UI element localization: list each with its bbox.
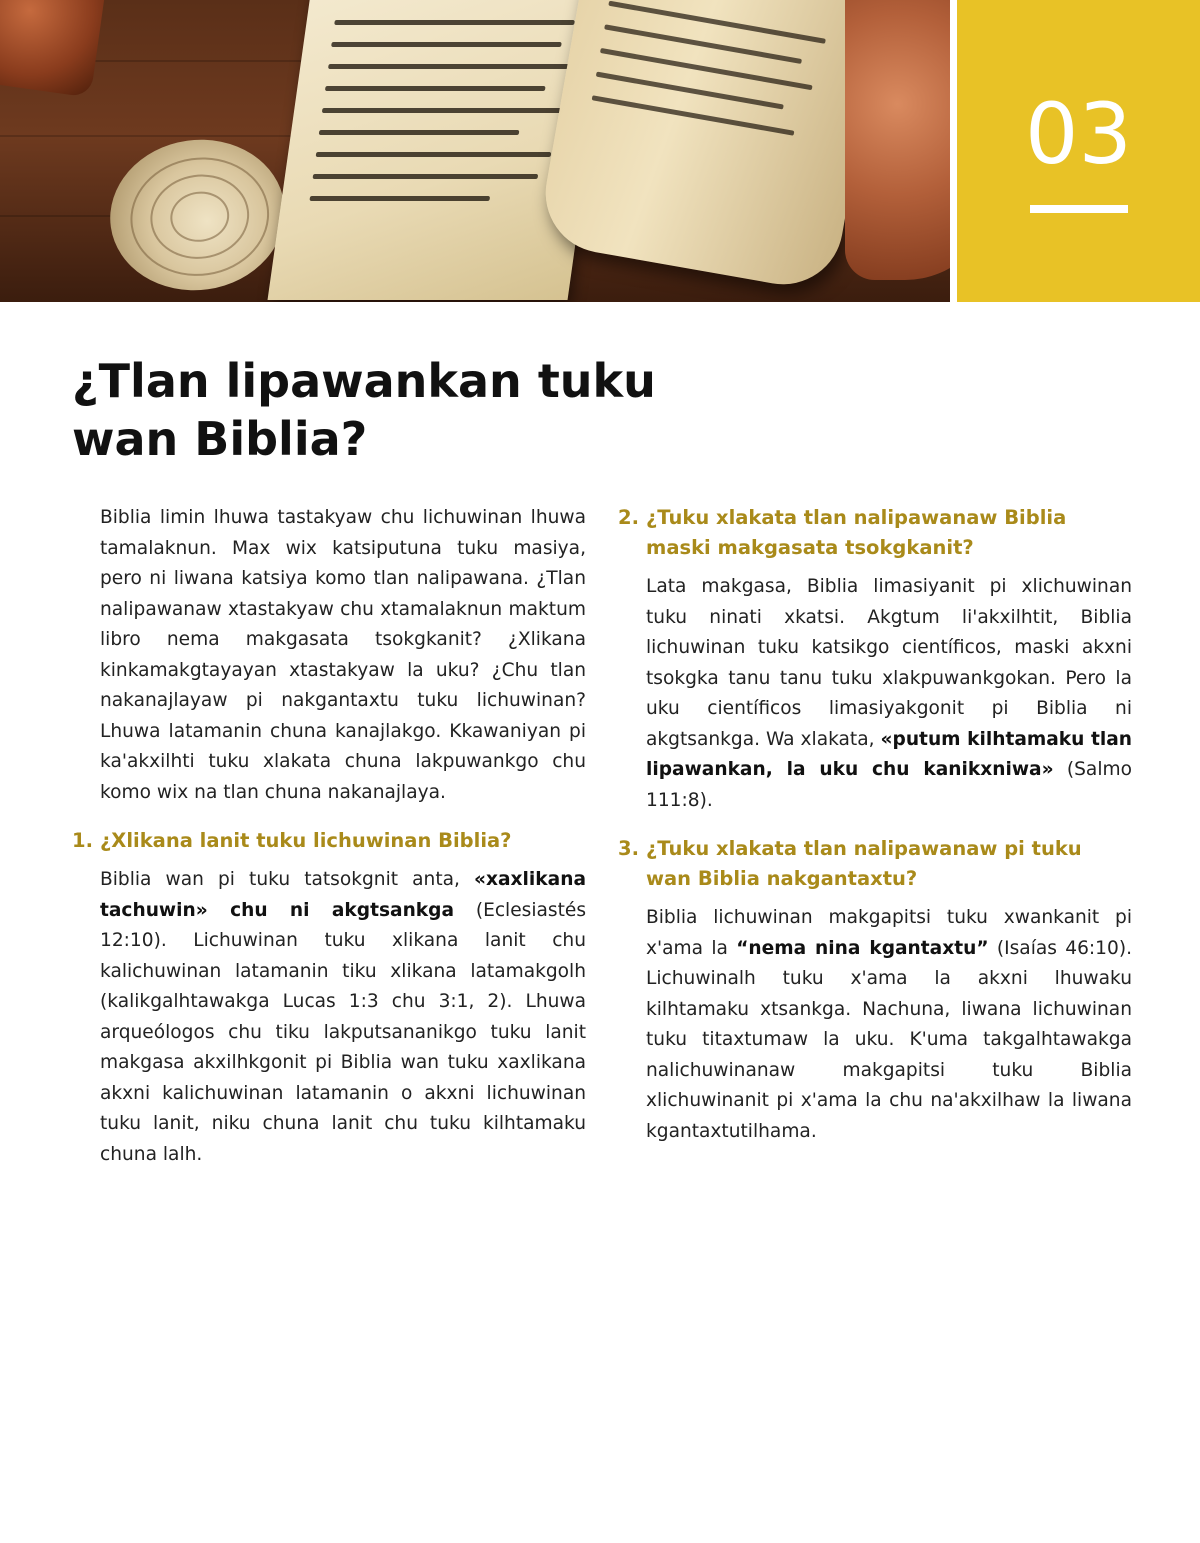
intro-paragraph: Biblia limin lhuwa tastakyaw chu lichuwinan lhuwa tamalaknun. Max wix katsiputuna tuku masiya, pero ni liwana katsiya komo tlan nalipawana. ¿Tlan nalipawanaw xtastakyaw chu xtamalaknun maktum libro nema makgasata tsokgkanit? ¿Xlikana kinkamakgtayayan xtastakyaw la uku? ¿Chu tlan nakanajlayaw pi nakgantaxtu tuku lichuwinan? Lhuwa latamanin chuna kanajlakgo. Kkawaniyan pi ka'akxilhti tuku xlakata chuna lakpuwankgo chu komo wix na tlan chuna nakanajlaya. — [100, 507, 586, 803]
question-1 — [72, 826, 586, 856]
answer-2 — [646, 572, 1132, 816]
column-left — [72, 503, 586, 1170]
answer-3-text-a: Biblia lichuwinan makgapitsi tuku xwankanit pi x'ama la — [646, 907, 1132, 959]
chapter-badge — [957, 0, 1200, 302]
question-2-text: ¿Tuku xlakata tlan nalipawanaw Biblia maski makgasata tsokgkanit? — [646, 506, 1067, 559]
answer-3 — [646, 903, 1132, 1147]
page-title-line-1: ¿Tlan lipawankan tuku — [72, 354, 656, 408]
parchment-scroll-right — [536, 0, 884, 294]
answer-3-quote: “nema nina kgantaxtu” — [736, 937, 989, 959]
column-right — [618, 503, 1132, 1147]
page-title-line-2: wan Biblia? — [72, 412, 368, 466]
answer-1 — [100, 865, 586, 1170]
question-1-text: ¿Xlikana lanit tuku lichuwinan Biblia? — [100, 829, 512, 852]
question-2 — [618, 503, 1132, 563]
chapter-number: 03 — [1025, 85, 1132, 183]
rolled-scroll-left — [100, 129, 294, 302]
chapter-underline — [1030, 205, 1128, 213]
clay-pot-right — [845, 0, 950, 280]
clay-pot-left — [0, 0, 108, 98]
question-3-text: ¿Tuku xlakata tlan nalipawanaw pi tuku wan Biblia nakgantaxtu? — [646, 837, 1082, 890]
answer-1-text-b: (Eclesiastés 12:10). Lichuwinan tuku xlikana lanit chu kalichuwinan latamanin tiku xlikana latamakgolh (kalikgalhtawakga Lucas 1:3 chu 3:1, 2). Lhuwa arqueólogos chu tiku lakputsananikgo tuku lanit makgasa akxilhkgonit pi Biblia wan tuku xaxlikana akxni kalichuwinan latamanin o akxni lichuwinan tuku lanit, niku chuna lanit chu tuku kilhtamaku chuna lalh. — [100, 899, 587, 1165]
answer-3-text-b: (Isaías 46:10). Lichuwinalh tuku x'ama la akxni lhuwaku kilhtamaku xtsankga. Nachuna, liwana lichuwinan tuku titaxtumaw la uku. K'uma takgalhtawakga nalichuwinanaw makgapitsi tuku Biblia xlichuwinanit pi x'ama la chu na'akxilhaw la liwana kgantaxtutilhama. — [646, 937, 1132, 1142]
answer-2-text-b: (Salmo 111:8). — [646, 759, 1132, 811]
answer-2-text-a: Lata makgasa, Biblia limasiyanit pi xlichuwinan tuku ninati xkatsi. Akgtum li'akxilhtit, Biblia lichuwinan tuku katsikgo científicos, maski akxni tsokgka tanu tanu tuku xlakpuwankgokan. Pero la uku científicos limasiyakgonit pi Biblia ni akgtsankga. Wa xlakata, — [646, 576, 1132, 750]
question-3-number: 3. — [618, 837, 639, 860]
answer-1-text-a: Biblia wan pi tuku tatsokgnit anta, — [100, 869, 474, 890]
page-title — [72, 352, 772, 468]
question-3 — [618, 834, 1132, 894]
answer-2-quote: «putum kilhtamaku tlan lipawankan, la uku chu kanikxniwa» — [646, 728, 1132, 780]
question-1-number: 1. — [72, 829, 93, 852]
header-photo-scrolls — [0, 0, 950, 302]
question-2-number: 2. — [618, 506, 639, 529]
answer-1-quote: «xaxlikana tachuwin» chu ni akgtsankga — [100, 869, 586, 921]
